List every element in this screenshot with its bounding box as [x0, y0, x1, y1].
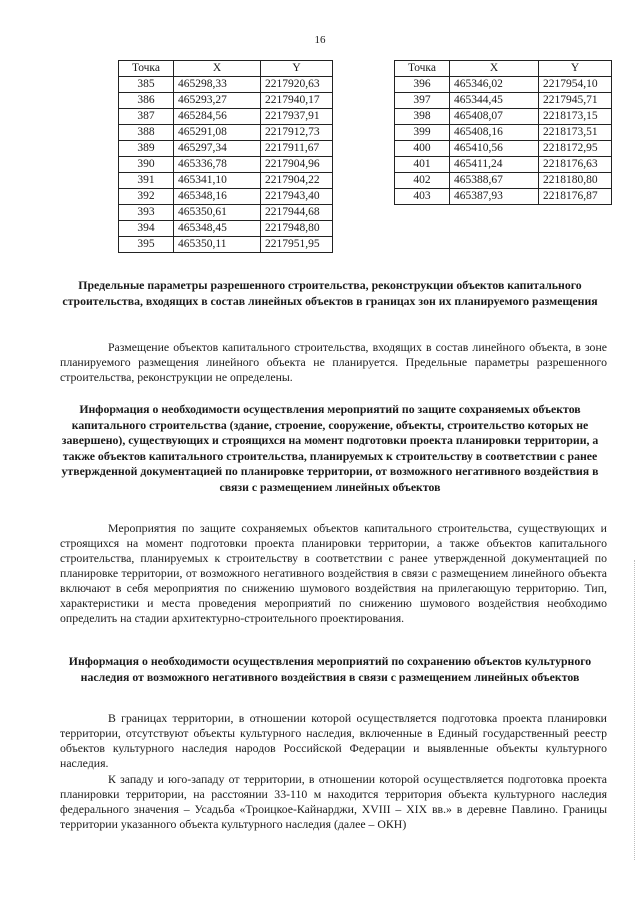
cell-point: 387: [119, 109, 174, 125]
column-header-y: Y: [539, 61, 612, 77]
cell-x: 465297,34: [174, 141, 261, 157]
table-row: [119, 141, 333, 157]
cell-x: 465408,16: [450, 125, 539, 141]
cell-point: 401: [395, 157, 450, 173]
column-header-y: Y: [261, 61, 333, 77]
cell-point: 391: [119, 173, 174, 189]
cell-y: 2217920,63: [261, 77, 333, 93]
cell-y: 2217912,73: [261, 125, 333, 141]
cell-y: 2217940,17: [261, 93, 333, 109]
cell-y: 2217943,40: [261, 189, 333, 205]
table-row: [119, 173, 333, 189]
cell-y: 2217944,68: [261, 205, 333, 221]
cell-point: 385: [119, 77, 174, 93]
cell-point: 400: [395, 141, 450, 157]
cell-x: 465350,11: [174, 237, 261, 253]
table-row: [395, 77, 612, 93]
cell-y: 2218172,95: [539, 141, 612, 157]
cell-point: 396: [395, 77, 450, 93]
column-header-point: Точка: [119, 61, 174, 77]
cell-y: 2217954,10: [539, 77, 612, 93]
column-header-x: X: [450, 61, 539, 77]
cell-x: 465411,24: [450, 157, 539, 173]
table-row: [119, 125, 333, 141]
cell-x: 465341,10: [174, 173, 261, 189]
cell-point: 399: [395, 125, 450, 141]
column-header-point: Точка: [395, 61, 450, 77]
cell-x: 465284,56: [174, 109, 261, 125]
cell-y: 2218173,15: [539, 109, 612, 125]
coordinates-table-right: [394, 60, 612, 205]
table-row: [395, 93, 612, 109]
cell-x: 465291,08: [174, 125, 261, 141]
cell-x: 465346,02: [450, 77, 539, 93]
cell-x: 465408,07: [450, 109, 539, 125]
cell-point: 390: [119, 157, 174, 173]
table-row: [119, 221, 333, 237]
paragraph-construction-parameters: Размещение объектов капитального строительства, входящих в состав линейного объекта, в зоне планируемого размещения линейного объекта не планируется. Предельные параметры разрешенного строительства, реконструкции не определены.: [60, 340, 607, 384]
cell-y: 2217904,22: [261, 173, 333, 189]
cell-x: 465410,56: [450, 141, 539, 157]
table-row: [119, 157, 333, 173]
table-header-row: [119, 61, 333, 77]
table-row: [395, 189, 612, 205]
scan-edge-mark: [634, 560, 636, 860]
column-header-x: X: [174, 61, 261, 77]
coordinates-table-left: [118, 60, 333, 253]
table-row: [395, 173, 612, 189]
cell-y: 2218176,63: [539, 157, 612, 173]
table-row: [395, 157, 612, 173]
table-row: [119, 109, 333, 125]
paragraph-cultural-heritage-estate: К западу и юго-западу от территории, в отношении которой осуществляется подготовка проекта планировки территории, на расстоянии 33-110 м находится территория объекта культурного наследия федерального значения – Усадьба «Троицкое-Кайнарджи, XVIII – XIX вв.» в деревне Павлино. Границы территории указанного объекта культурного наследия (далее – ОКН): [60, 772, 607, 831]
section-heading-protection-measures: Информация о необходимости осуществления мероприятий по защите сохраняемых объектов капитального строительства (здание, строение, сооружение, объекты, строительство которых не завершено), существующих и строящихся на момент подготовки проекта планировки территории, а также объектов капитального строительства, планируемых к строительству в соответствии с ранее утвержденной документацией по планировке территории, от возможного негативного воздействия в связи с размещением линейных объектов: [61, 402, 599, 494]
cell-x: 465298,33: [174, 77, 261, 93]
cell-y: 2217911,67: [261, 141, 333, 157]
cell-point: 389: [119, 141, 174, 157]
cell-y: 2217904,96: [261, 157, 333, 173]
cell-x: 465293,27: [174, 93, 261, 109]
table-row: [119, 77, 333, 93]
cell-y: 2217945,71: [539, 93, 612, 109]
cell-y: 2217948,80: [261, 221, 333, 237]
cell-point: 392: [119, 189, 174, 205]
table-row: [119, 189, 333, 205]
paragraph-cultural-heritage-absence: В границах территории, в отношении которой осуществляется подготовка проекта планировки территории, отсутствуют объекты культурного наследия, включенные в Единый государственный реестр объектов культурного наследия народов Российской Федерации и выявленные объекты культурного наследия.: [60, 711, 607, 770]
table-header-row: [395, 61, 612, 77]
cell-point: 403: [395, 189, 450, 205]
cell-x: 465344,45: [450, 93, 539, 109]
cell-x: 465387,93: [450, 189, 539, 205]
cell-y: 2218173,51: [539, 125, 612, 141]
cell-y: 2218180,80: [539, 173, 612, 189]
cell-x: 465348,45: [174, 221, 261, 237]
table-row: [119, 237, 333, 253]
cell-x: 465336,78: [174, 157, 261, 173]
paragraph-protection-measures: Мероприятия по защите сохраняемых объектов капитального строительства, существующих и строящихся на момент подготовки проекта планировки территории, а также объектов капитального строительства, планируемых к строительству в соответствии с ранее утвержденной документацией по планировке территории, от возможного негативного воздействия в связи с размещением линейного объекта включают в себя мероприятия по снижению шумового воздействия на прилегающую территорию. Тип, характеристики и места проведения мероприятий по снижению шумового воздействия необходимо определить на стадии архитектурно-строительного проектирования.: [60, 521, 607, 625]
table-row: [119, 93, 333, 109]
table-row: [395, 125, 612, 141]
cell-point: 402: [395, 173, 450, 189]
table-row: [395, 141, 612, 157]
cell-point: 386: [119, 93, 174, 109]
cell-point: 388: [119, 125, 174, 141]
section-heading-cultural-heritage: Информация о необходимости осуществления мероприятий по сохранению объектов культурного наследия от возможного негативного воздействия в связи с размещением линейных объектов: [68, 654, 592, 684]
cell-point: 393: [119, 205, 174, 221]
cell-point: 398: [395, 109, 450, 125]
cell-y: 2217951,95: [261, 237, 333, 253]
table-row: [119, 205, 333, 221]
cell-y: 2217937,91: [261, 109, 333, 125]
cell-x: 465350,61: [174, 205, 261, 221]
page-number: 16: [314, 34, 326, 46]
section-heading-construction-parameters: Предельные параметры разрешенного строительства, реконструкции объектов капитального строительства, входящих в состав линейных объектов в границах зон их планируемого размещения: [62, 278, 598, 308]
cell-point: 395: [119, 237, 174, 253]
cell-x: 465388,67: [450, 173, 539, 189]
table-row: [395, 109, 612, 125]
cell-y: 2218176,87: [539, 189, 612, 205]
cell-x: 465348,16: [174, 189, 261, 205]
cell-point: 397: [395, 93, 450, 109]
cell-point: 394: [119, 221, 174, 237]
